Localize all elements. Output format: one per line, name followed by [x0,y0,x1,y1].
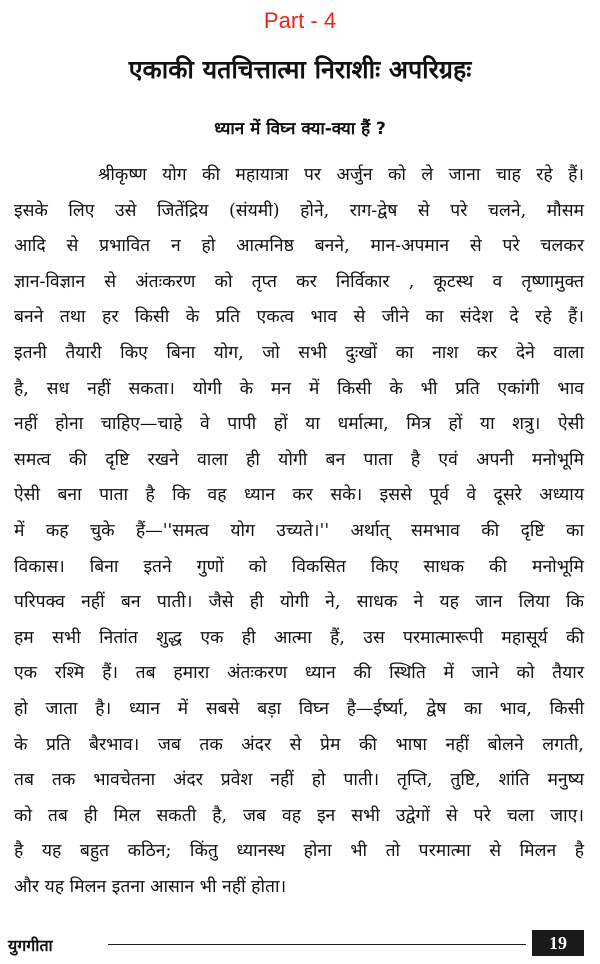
page-number: 19 [532,930,584,956]
text-line: एक रश्मि हैं। तब हमारा अंतःकरण ध्यान की स्थिति में जाने को तैयार [14,663,584,684]
text-line: ज्ञान-विज्ञान से अंतःकरण को तृप्त कर निर्विकार , कूटस्थ व तृष्णामुक्त [14,271,584,292]
text-line: इतनी तैयारी किए बिना योग, जो सभी दुःखों का नाश कर देने वाला [14,342,584,363]
text-line: है यह बहुत कठिन; किंतु ध्यानस्थ होना भी तो परमात्मा से मिलन है [14,841,584,862]
page-title: एकाकी यतचित्तात्मा निराशीः अपरिग्रहः [128,55,472,84]
part-label: Part - 4 [263,8,337,33]
body-text [14,158,584,905]
text-line: श्रीकृष्ण योग की महायात्रा पर अर्जुन को ले जाना चाह रहे हैं। [98,165,584,185]
text-line: तब तक भावचेतना अंदर प्रवेश नहीं हो पाती। तृप्ति, तुष्टि, शांति मनुष्य [14,770,584,791]
text-line: के प्रति बैरभाव। जब तक अंदर से प्रेम की भाषा नहीं बोलने लगती, [14,734,584,755]
page-footer [8,930,588,958]
text-line: बनने तथा हर किसी के प्रति एकत्व भाव से जीने का संदेश दे रहे हैं। [14,307,584,328]
text-line: में कह चुके हैं—''समत्व योग उच्यते।'' अर्थात् समभाव की दृष्टि का [14,520,584,541]
text-line: को तब ही मिल सकती है, जब वह इन सभी उद्वेगों से परे चला जाए। [14,805,584,826]
text-line: समत्व की दृष्टि रखने वाला ही योगी बन पाता है एवं अपनी मनोभूमि [14,449,584,470]
footer-divider [108,944,526,945]
text-line: आदि से प्रभावित न हो आत्मनिष्ठ बनने, मान-अपमान से परे चलकर [14,236,584,257]
text-line: और यह मिलन इतना आसान भी नहीं होता। [14,876,287,897]
section-subheading: ध्यान में विघ्न क्या-क्या हैं ? [214,119,386,139]
text-line: हो जाता है। ध्यान में सबसे बड़ा विघ्न है—ईर्ष्या, द्वेष का भाव, किसी [14,698,584,719]
text-line: विकास। बिना इतने गुणों को विकसित किए साधक की मनोभूमि [14,556,584,577]
text-line: है, सध नहीं सकता। योगी के मन में किसी के भी प्रति एकांगी भाव [14,378,584,399]
text-line: ऐसी बना पाता है कि वह ध्यान कर सके। इससे पूर्व वे दूसरे अध्याय [14,485,584,506]
text-line: हम सभी नितांत शुद्ध एक ही आत्मा हैं, उस परमात्मारूपी महासूर्य की [14,627,584,648]
text-line: इसके लिए उसे जितेंद्रिय (संयमी) होने, राग-द्वेष से परे चलने, मौसम [14,200,584,221]
text-line: नहीं होना चाहिए—चाहे वे पापी हों या धर्मात्मा, मित्र हों या शत्रु। ऐसी [14,414,584,435]
footer-book-title: युगगीता [8,936,53,955]
text-line: परिपक्व नहीं बन पाती। जैसे ही योगी ने, साधक ने यह जान लिया कि [14,592,584,613]
